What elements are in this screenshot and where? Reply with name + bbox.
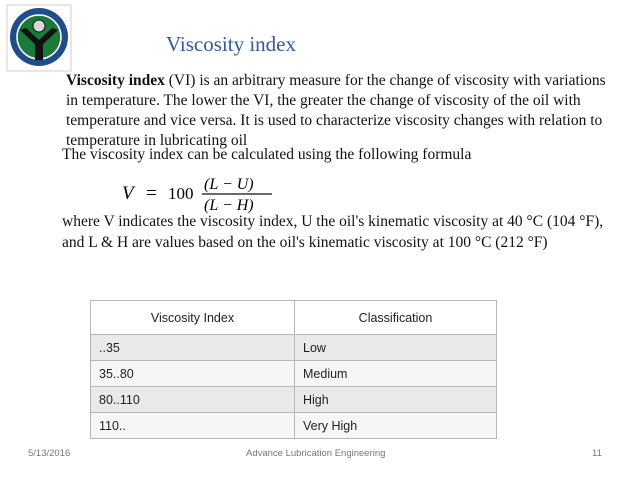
formula-eq: = <box>146 183 157 204</box>
cell-class: Medium <box>295 361 497 387</box>
table-row <box>91 387 497 413</box>
footer-page-number: 11 <box>592 448 602 459</box>
footer-course: Advance Lubrication Engineering <box>246 448 386 459</box>
formula-denominator: (L − H) <box>204 197 254 214</box>
university-logo-icon <box>6 4 72 72</box>
footer-date: 5/13/2016 <box>28 448 71 459</box>
intro-text: (VI) is an arbitrary measure for the change of viscosity with variations in temperature. The lower the VI, the greater the change of viscosity of the oil with temperature and vice versa. It is used to characterize viscosity changes with relation to temperature in lubricating oil <box>66 72 606 149</box>
cell-class: Low <box>295 335 497 361</box>
table-row <box>91 413 497 439</box>
cell-range: ..35 <box>91 335 295 361</box>
vi-formula <box>120 170 320 216</box>
classification-table <box>90 300 497 439</box>
cell-class: Very High <box>295 413 497 439</box>
where-paragraph: where V indicates the viscosity index, U the oil's kinematic viscosity at 40 °C (104 °F), and L & H are values based on the oil's kinematic viscosity at 100 °C (212 °F) <box>62 213 604 251</box>
table-header-row <box>91 301 497 335</box>
formula-lhs: V <box>122 183 134 204</box>
table-row <box>91 361 497 387</box>
header-classification: Classification <box>295 301 497 335</box>
slide-title: Viscosity index <box>166 32 296 56</box>
cell-range: 35..80 <box>91 361 295 387</box>
intro-paragraph <box>66 71 606 151</box>
table-row <box>91 335 497 361</box>
formula-numerator: (L − U) <box>204 176 254 193</box>
formula-coef: 100 <box>168 184 194 203</box>
cell-range: 80..110 <box>91 387 295 413</box>
cell-range: 110.. <box>91 413 295 439</box>
calc-sentence: The viscosity index can be calculated using the following formula <box>62 146 472 163</box>
header-viscosity-index: Viscosity Index <box>91 301 295 335</box>
intro-term: Viscosity index <box>66 72 165 89</box>
cell-class: High <box>295 387 497 413</box>
